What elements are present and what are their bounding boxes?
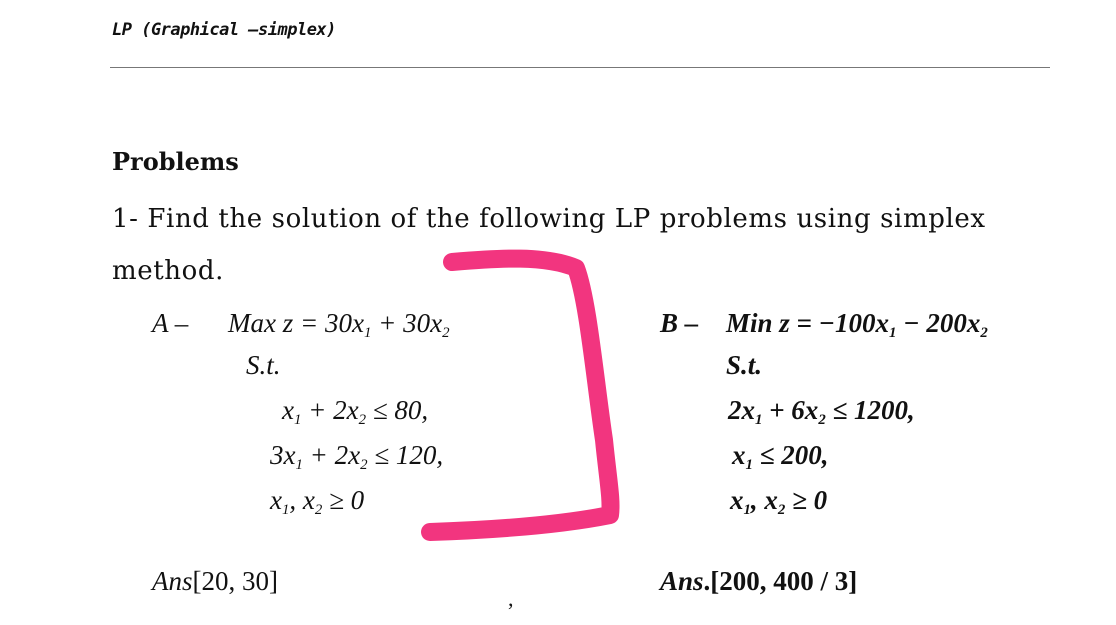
question-text: 1- Find the solution of the following LP problems using simplex method. xyxy=(112,204,986,286)
objective-keyword: Max xyxy=(228,308,276,338)
problem-b-constraint-2: $x_1 \le 200$, xyxy=(732,440,829,474)
section-heading: Problems xyxy=(112,147,239,176)
problem-a-st: S.t. xyxy=(246,350,281,380)
problem-b-constraint-1: $2x_1 + 6x_2 \le 1200$, xyxy=(728,395,915,429)
objective-lhs: z = −100x xyxy=(779,308,890,338)
problem-a-objective: Max $z = 30x_1 + 30x_2$ xyxy=(228,308,450,342)
objective-keyword: Min xyxy=(726,308,773,338)
problem-a-constraint-3: $x_1$, $x_2 \ge 0$ xyxy=(270,485,365,519)
document-header: LP (Graphical –simplex) xyxy=(112,20,336,40)
problem-a-answer: Ans[20, 30] xyxy=(152,566,278,596)
problem-a-constraint-2: $3x_1 + 2x_2 \le 120$, xyxy=(270,440,444,474)
problem-b-answer: Ans.[200, 400 / 3] xyxy=(660,566,858,596)
objective-term: + 30x xyxy=(371,308,443,338)
bracket-stroke xyxy=(430,259,611,532)
problem-a-constraint-1: $x_1 + 2x_2 \le 80$, xyxy=(282,395,429,429)
problem-b-objective: Min $z = -100x_1 - 200x_2$ xyxy=(726,308,988,342)
problem-b-label: B – xyxy=(660,308,699,338)
problem-b-st: S.t. xyxy=(726,350,763,380)
problem-a-label: A – xyxy=(152,308,189,338)
problem-b-constraint-3: $x_1$, $x_2 \ge 0$ xyxy=(730,485,828,519)
stray-comma-mark: , xyxy=(508,586,514,611)
objective-lhs: z = 30x xyxy=(282,308,364,338)
objective-term: − 200x xyxy=(896,308,981,338)
